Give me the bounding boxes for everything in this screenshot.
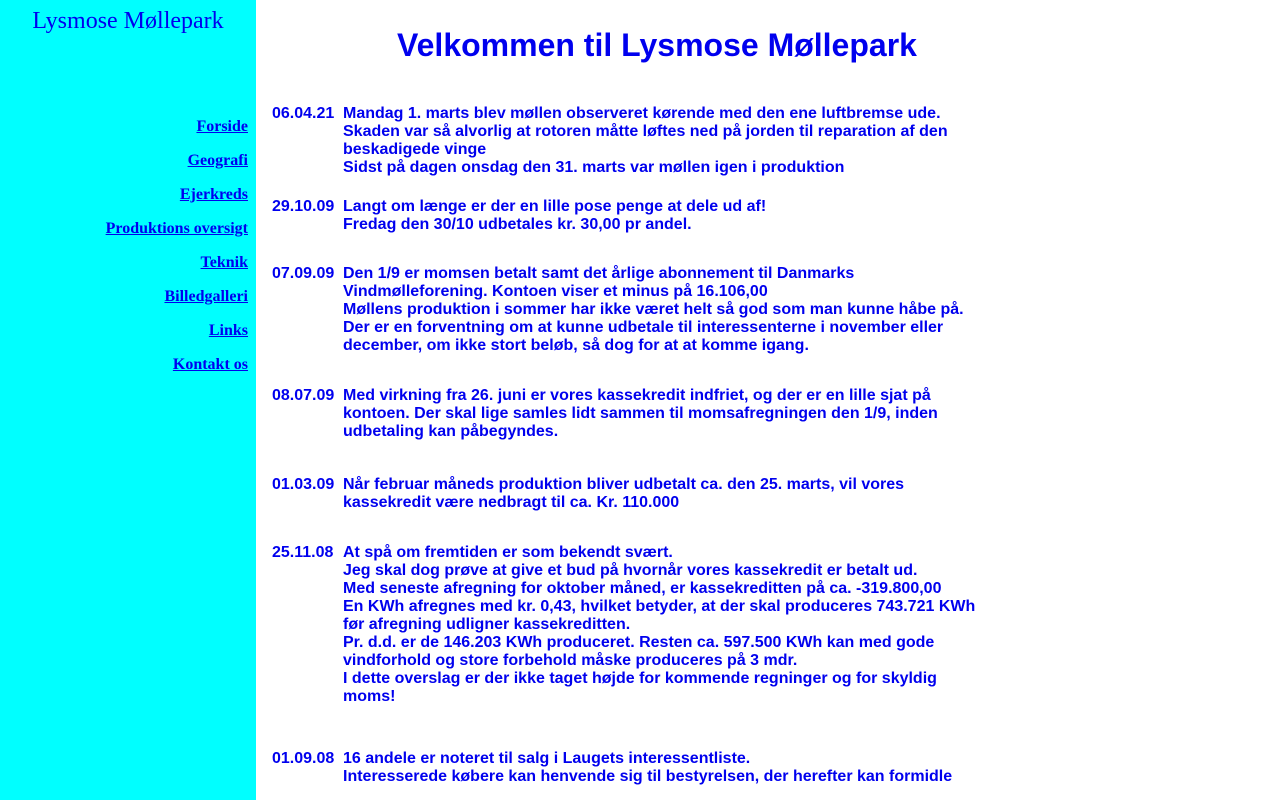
sidebar xyxy=(0,0,256,800)
main-nav xyxy=(106,118,248,390)
news-line: En KWh afregnes med kr. 0,43, hvilket betyder, at der skal produceres 743.721 KWh før afregning udligner kassekreditten. xyxy=(343,598,976,633)
news-line: Jeg skal dog prøve at give et bud på hvornår vores kassekredit er betalt ud. xyxy=(343,562,918,579)
news-line: Mandag 1. marts blev møllen observeret kørende med den ene luftbremse ude. xyxy=(343,105,941,122)
news-line: Møllens produktion i sommer har ikke været helt så god som man kunne håbe på. xyxy=(343,301,964,318)
news-line: At spå om fremtiden er som bekendt svært. xyxy=(343,544,673,561)
news-body xyxy=(343,387,982,441)
news-date: 08.07.09 xyxy=(272,387,335,404)
news-entry xyxy=(272,750,982,786)
news-date: 29.10.09 xyxy=(272,198,335,215)
news-entry xyxy=(272,476,982,512)
news-date: 06.04.21 xyxy=(272,105,335,122)
news-list xyxy=(272,105,982,786)
news-body xyxy=(343,265,982,355)
news-line: Den 1/9 er momsen betalt samt det årlige abonnement til Danmarks Vindmølleforening. Kontoen viser et minus på 16.106,00 xyxy=(343,265,855,300)
main-content xyxy=(256,0,1280,800)
news-body xyxy=(343,544,982,706)
news-line: I dette overslag er der ikke taget højde for kommende regninger og for skyldig moms! xyxy=(343,670,937,705)
news-line: Langt om længe er der en lille pose penge at dele ud af! xyxy=(343,198,767,215)
nav-link-billedgalleri[interactable]: Billedgalleri xyxy=(164,288,248,305)
news-entry xyxy=(272,198,982,234)
news-date: 01.03.09 xyxy=(272,476,335,493)
news-body xyxy=(343,476,982,512)
news-body xyxy=(343,198,982,234)
news-entry xyxy=(272,544,982,706)
news-line: Fredag den 30/10 udbetales kr. 30,00 pr andel. xyxy=(343,216,692,233)
news-line: Der er en forventning om at kunne udbetale til interessenterne i november eller december, om ikke stort beløb, så dog for at at komme igang. xyxy=(343,319,944,354)
site-title: Lysmose Møllepark xyxy=(32,8,224,34)
news-line: 16 andele er noteret til salg i Laugets interessentliste. xyxy=(343,750,751,767)
news-line: Med virkning fra 26. juni er vores kassekredit indfriet, og der er en lille sjat på kontoen. Der skal lige samles lidt sammen til momsafregningen den 1/9, inden udbetaling kan påbegyndes. xyxy=(343,387,938,440)
nav-link-forside[interactable]: Forside xyxy=(196,118,248,135)
news-line: Sidst på dagen onsdag den 31. marts var møllen igen i produktion xyxy=(343,159,845,176)
news-date: 25.11.08 xyxy=(272,544,334,561)
news-date: 07.09.09 xyxy=(272,265,335,282)
news-line: Når februar måneds produktion bliver udbetalt ca. den 25. marts, vil vores kassekredit være nedbragt til ca. Kr. 110.000 xyxy=(343,476,905,511)
news-entry xyxy=(272,387,982,441)
news-line: Skaden var så alvorlig at rotoren måtte løftes ned på jorden til reparation af den beskadigede vinge xyxy=(343,123,948,158)
nav-link-kontakt-os[interactable]: Kontakt os xyxy=(172,356,248,373)
news-line: Med seneste afregning for oktober måned, er kassekreditten på ca. -319.800,00 xyxy=(343,580,942,597)
nav-link-geografi[interactable]: Geografi xyxy=(187,152,248,169)
news-date: 01.09.08 xyxy=(272,750,335,767)
page-title: Velkommen til Lysmose Møllepark xyxy=(397,27,917,63)
news-body xyxy=(343,750,982,786)
nav-link-links[interactable]: Links xyxy=(208,322,248,339)
nav-link-produktions-oversigt[interactable]: Produktions oversigt xyxy=(105,220,248,237)
news-entry xyxy=(272,105,982,177)
news-line: Interesserede købere kan henvende sig til bestyrelsen, der herefter kan formidle xyxy=(343,768,953,785)
news-line: Pr. d.d. er de 146.203 KWh produceret. Resten ca. 597.500 KWh kan med gode vindforhold og store forbehold måske produceres på 3 mdr. xyxy=(343,634,935,669)
news-body xyxy=(343,105,982,177)
news-entry xyxy=(272,265,982,355)
nav-link-ejerkreds[interactable]: Ejerkreds xyxy=(179,186,248,203)
nav-link-teknik[interactable]: Teknik xyxy=(200,254,248,271)
